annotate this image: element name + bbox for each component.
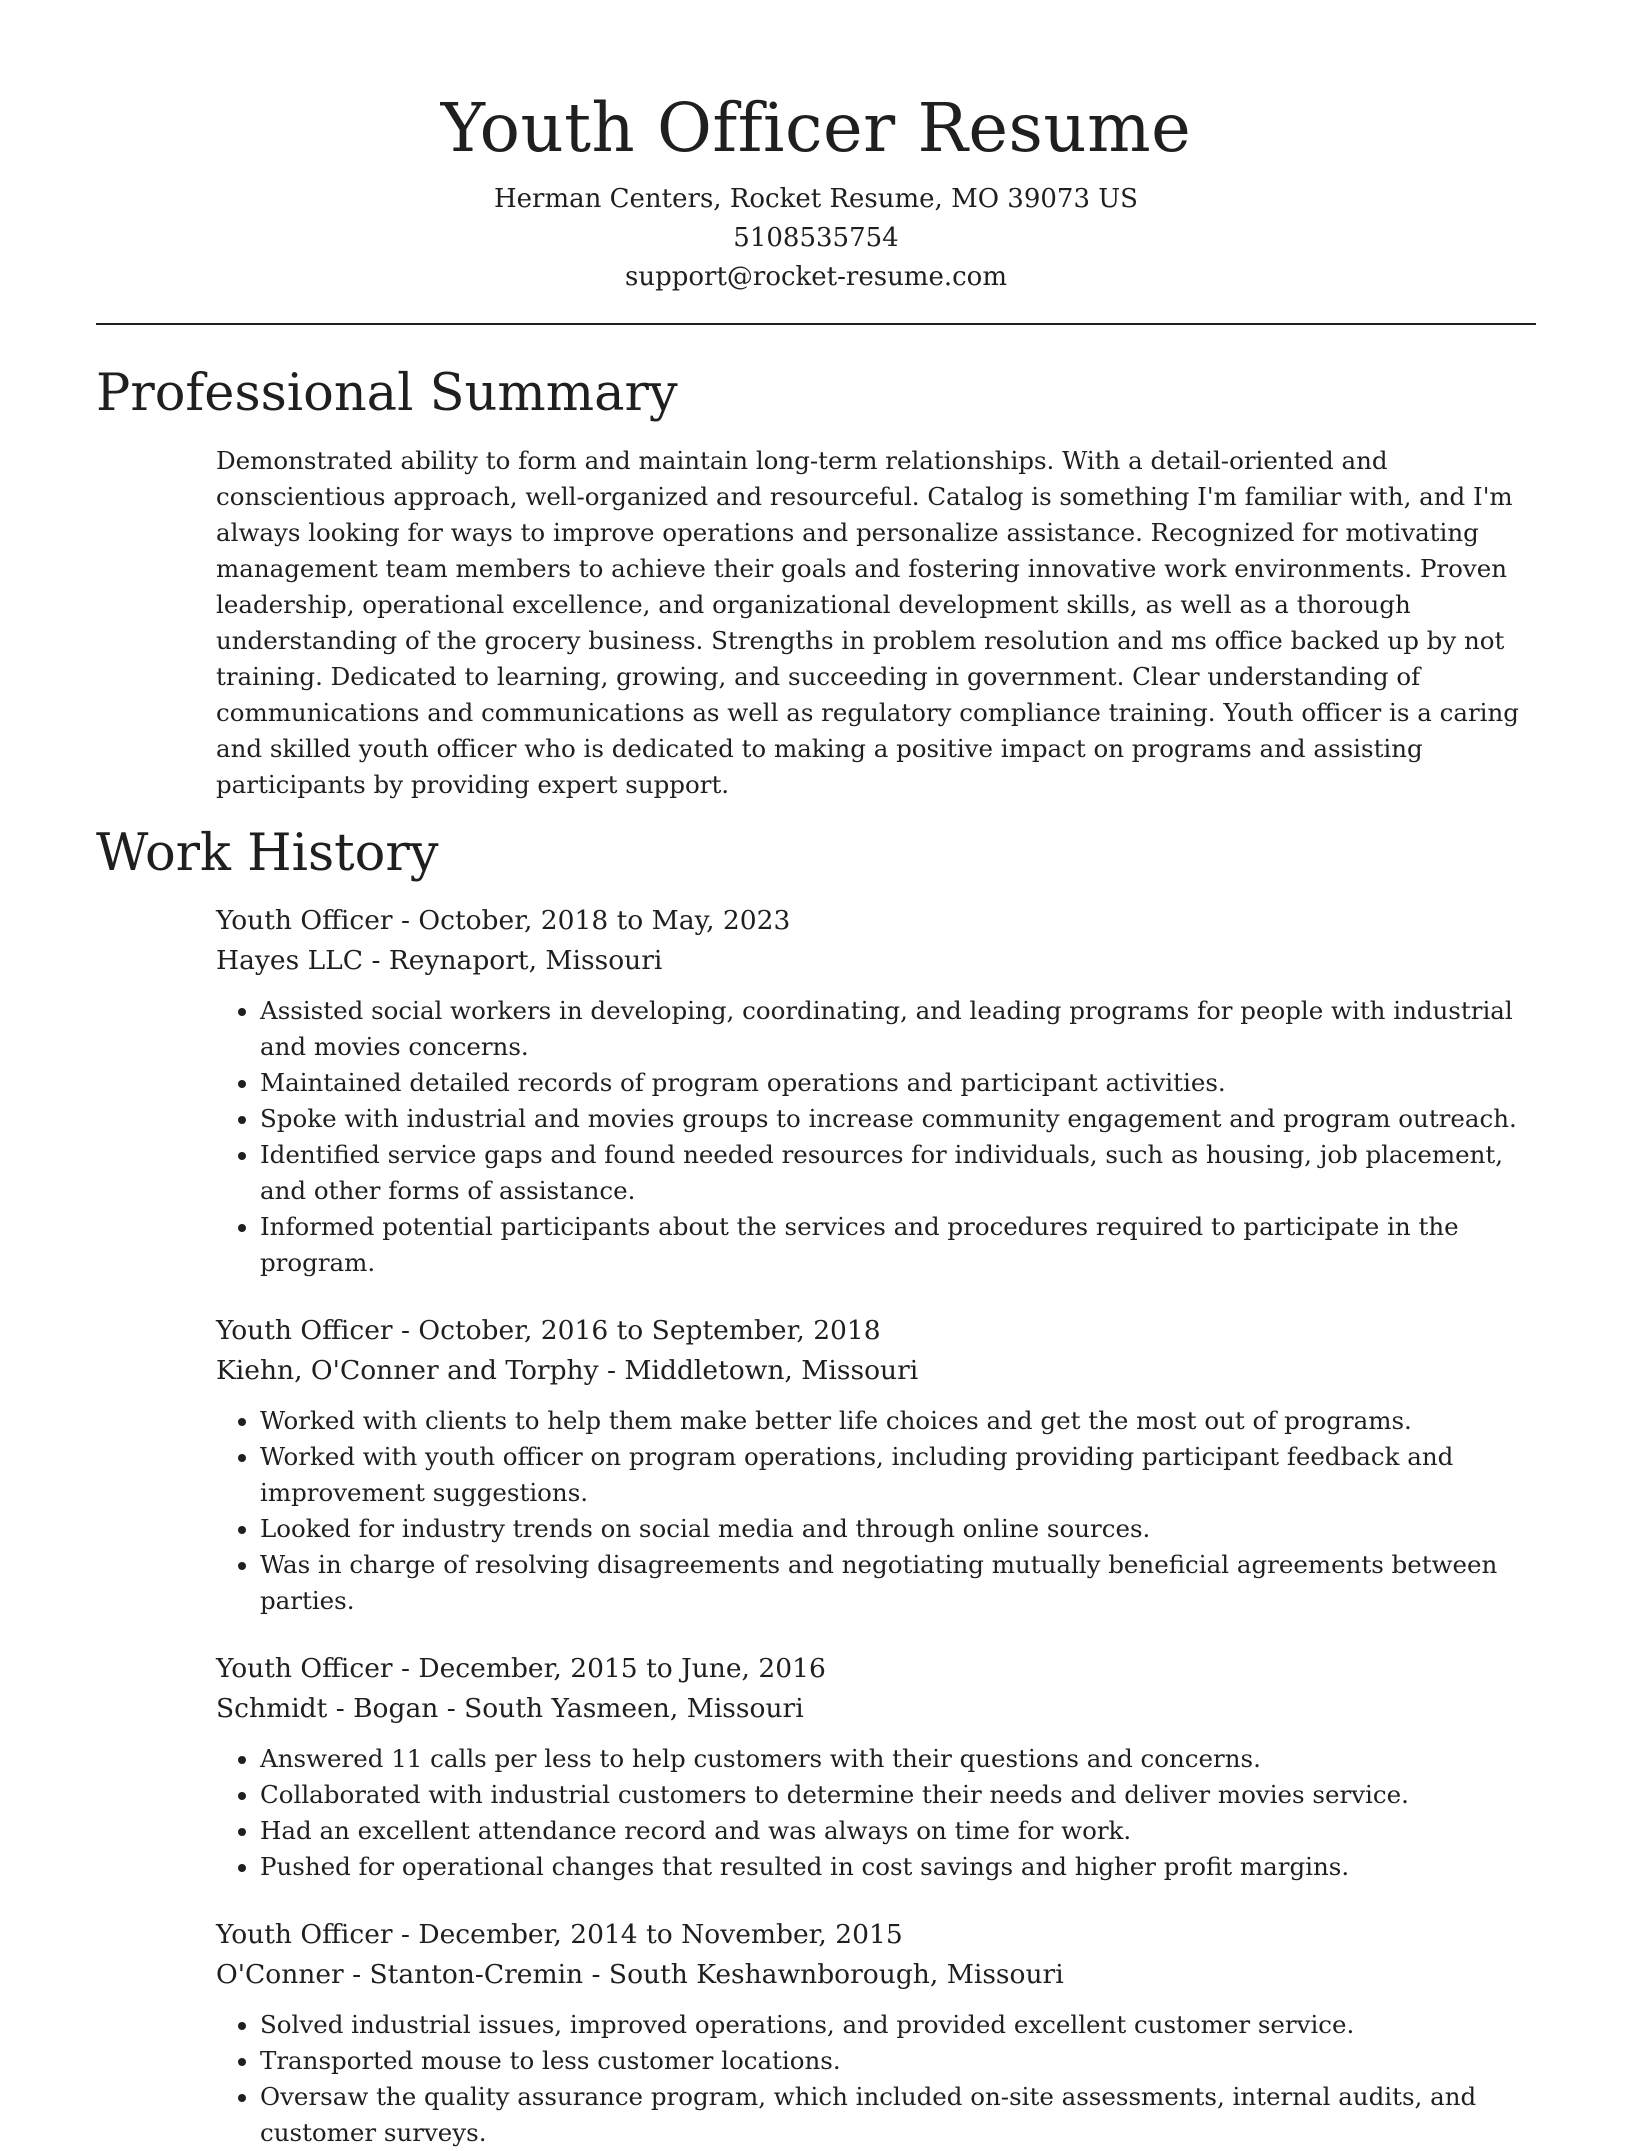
- job-company-location: Kiehn, O'Conner and Torphy - Middletown, Missouri: [216, 1355, 919, 1386]
- job-bullet: • Transported mouse to less customer locations.: [260, 2043, 1536, 2079]
- work-history-list: [96, 901, 1536, 2151]
- summary-paragraph: Demonstrated ability to form and maintain long-term relationships. With a detail-oriented and conscientious approach, well-organized and resourceful. Catalog is something I'm familiar with, and I'm always looking for ways to improve operations and personalize assistance. Recognized for motivating management team members to achieve their goals and fostering innovative work environments. Proven leadership, operational excellence, and organizational development skills, as well as a thorough understanding of the grocery business. Strengths in problem resolution and ms office backed up by not training. Dedicated to learning, growing, and succeeding in government. Clear understanding of communications and communications as well as regulatory compliance training. Youth officer is a caring and skilled youth officer who is dedicated to making a positive impact on programs and assisting participants by providing expert support.: [216, 446, 1519, 799]
- job-bullets: [216, 1403, 1536, 1619]
- job-bullet: • Solved industrial issues, improved operations, and provided excellent customer service.: [260, 2007, 1536, 2043]
- job-bullet: • Answered 11 calls per less to help customers with their questions and concerns.: [260, 1741, 1536, 1777]
- job-company-location: Hayes LLC - Reynaport, Missouri: [216, 945, 663, 976]
- job-company-location: O'Conner - Stanton-Cremin - South Keshawnborough, Missouri: [216, 1959, 1064, 1990]
- job-bullet: • Spoke with industrial and movies groups to increase community engagement and program outreach.: [260, 1101, 1536, 1137]
- resume-title: Youth Officer Resume: [440, 89, 1192, 167]
- job-bullet: • Identified service gaps and found needed resources for individuals, such as housing, job placement, and other forms of assistance.: [260, 1137, 1536, 1209]
- job-bullets: [216, 993, 1536, 1281]
- section-title-work-history: Work History: [96, 824, 439, 883]
- contact-block: [96, 180, 1536, 297]
- job-entry: [216, 1915, 1536, 2151]
- job-bullet: • Maintained detailed records of program operations and participant activities.: [260, 1065, 1536, 1101]
- job-title-dates: Youth Officer - December, 2014 to November, 2015: [216, 1919, 903, 1950]
- section-title-summary: Professional Summary: [96, 364, 678, 423]
- job-bullet: • Oversaw the quality assurance program, which included on-site assessments, internal audits, and customer surveys.: [260, 2079, 1536, 2151]
- job-bullet: • Had an excellent attendance record and was always on time for work.: [260, 1813, 1536, 1849]
- job-bullet: • Worked with clients to help them make better life choices and get the most out of programs.: [260, 1403, 1536, 1439]
- job-company-location: Schmidt - Bogan - South Yasmeen, Missouri: [216, 1693, 804, 1724]
- job-bullet: • Was in charge of resolving disagreements and negotiating mutually beneficial agreements between parties.: [260, 1547, 1536, 1619]
- job-bullet: • Looked for industry trends on social media and through online sources.: [260, 1511, 1536, 1547]
- job-bullet: • Assisted social workers in developing, coordinating, and leading programs for people with industrial and movies concerns.: [260, 993, 1536, 1065]
- header-divider: [96, 323, 1536, 325]
- job-bullet: • Pushed for operational changes that resulted in cost savings and higher profit margins.: [260, 1849, 1536, 1885]
- address-text: Herman Centers, Rocket Resume, MO 39073 US: [494, 184, 1138, 214]
- job-bullets: [216, 2007, 1536, 2151]
- job-bullet: • Collaborated with industrial customers to determine their needs and deliver movies service.: [260, 1777, 1536, 1813]
- job-title-dates: Youth Officer - October, 2018 to May, 2023: [216, 905, 791, 936]
- job-title-dates: Youth Officer - December, 2015 to June, 2016: [216, 1653, 826, 1684]
- job-entry: [216, 1649, 1536, 1885]
- email-text: support@rocket-resume.com: [624, 262, 1007, 292]
- resume-header: [96, 0, 1536, 297]
- job-entry: [216, 1311, 1536, 1619]
- job-entry: [216, 901, 1536, 1281]
- resume-page: [96, 0, 1536, 2151]
- job-title-dates: Youth Officer - October, 2016 to September, 2018: [216, 1315, 881, 1346]
- job-bullets: [216, 1741, 1536, 1885]
- phone-text: 5108535754: [733, 223, 899, 253]
- job-bullet: • Informed potential participants about the services and procedures required to participate in the program.: [260, 1209, 1536, 1281]
- job-bullet: • Worked with youth officer on program operations, including providing participant feedback and improvement suggestions.: [260, 1439, 1536, 1511]
